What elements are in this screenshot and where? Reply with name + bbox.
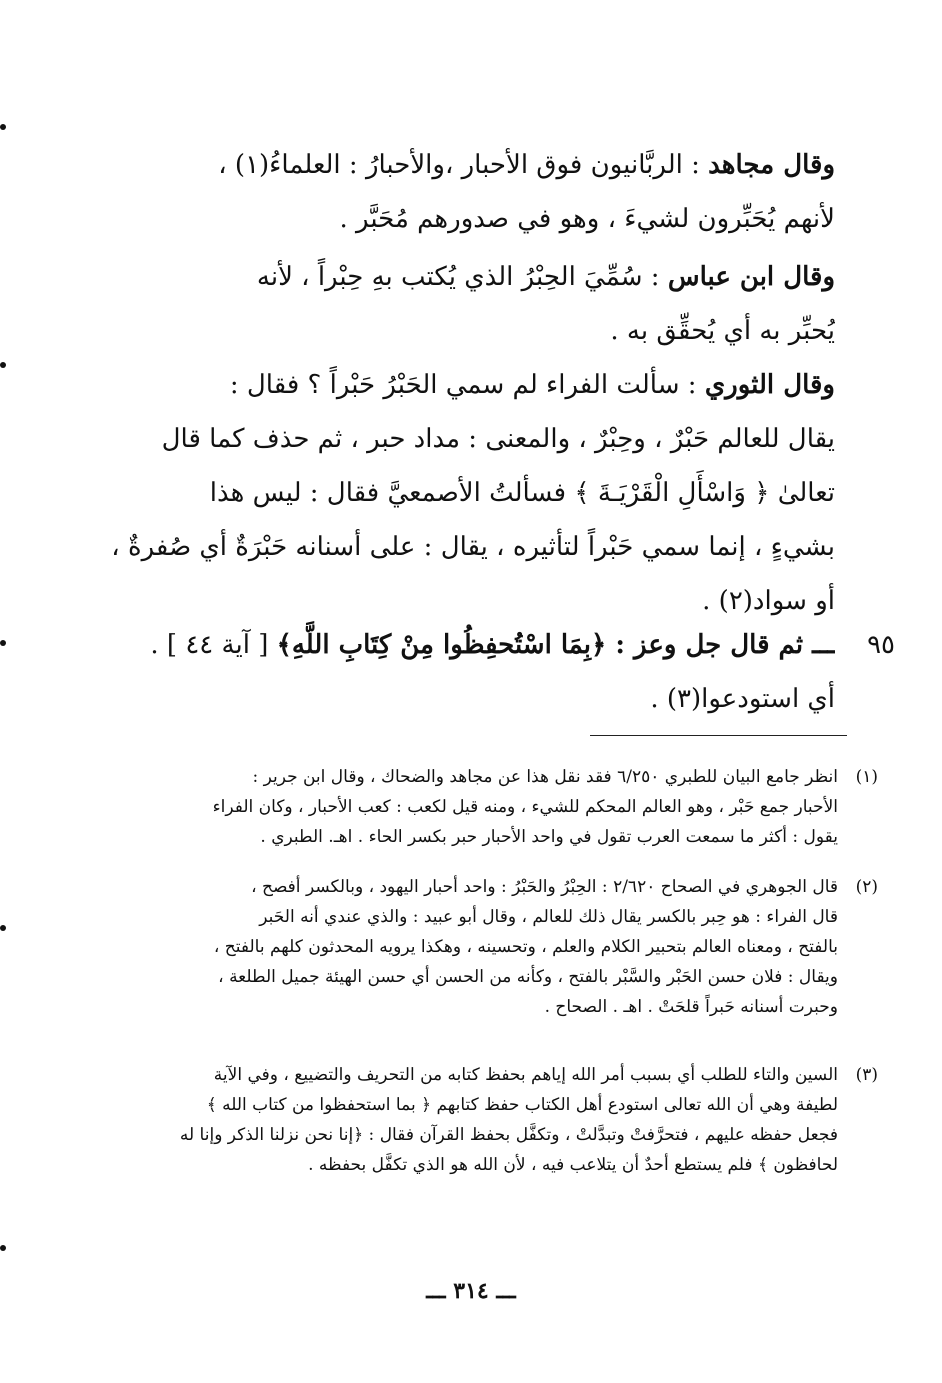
footnote-line: يقول : أكثر ما سمعت العرب تقول في واحد الأحبار حبر بكسر الحاء . اهـ. الطبري . bbox=[260, 827, 838, 847]
text-line: أو سواد(٢) . bbox=[702, 586, 835, 616]
footnote-line: ويقال : فلان حسن الحَبْر والسَّبْر بالفتح ، وكأنه من الحسن أي حسن الهيئة جميل الطلعة ، bbox=[218, 967, 838, 987]
footnote-2 bbox=[90, 872, 878, 1022]
text-line: أي استودعوا(٣) . bbox=[650, 684, 835, 714]
paragraph-mujahid bbox=[100, 138, 835, 246]
text-line: بشيءٍ ، إنما سمي حَبْراً لتأثيره ، يقال : على أسنانه حَبْرَةٌ أي صُفرةٌ ، bbox=[111, 532, 835, 562]
text-line: لأنهم يُحَبِّرون لشيءَ ، وهو في صدورهم مُحَبَّر . bbox=[339, 204, 835, 234]
footnote-1 bbox=[90, 762, 878, 852]
margin-mark bbox=[0, 124, 6, 130]
line-text: : سألت الفراء لم سمي الحَبْرُ حَبْراً ؟ فقال : bbox=[229, 370, 705, 400]
speaker-name: وقال مجاهد bbox=[708, 150, 835, 180]
speaker-name: وقال الثوري bbox=[704, 370, 835, 400]
paragraph-thawri bbox=[100, 358, 835, 628]
paragraph-ibn-abbas bbox=[100, 250, 835, 358]
footnote-line: قال الجوهري في الصحاح ٢/٦٢٠ : الحِبْرُ والحَبْرُ : واحد أحبار اليهود ، وبالكسر أفصح ، bbox=[251, 877, 838, 897]
text-line bbox=[100, 618, 835, 672]
footnote-line: لطيفة وهي أن الله تعالى استودع أهل الكتاب حفظ كتابهم ﴿ بما استحفظوا من كتاب الله ﴾ bbox=[206, 1095, 838, 1115]
text-line bbox=[100, 138, 835, 192]
footnote-number: (٢) bbox=[855, 877, 878, 897]
page-number: ـــ ٣١٤ ـــ bbox=[426, 1278, 516, 1304]
footnote-line: انظر جامع البيان للطبري ٦/٢٥٠ فقد نقل هذا عن مجاهد والضحاك ، وقال ابن جرير : bbox=[252, 767, 838, 787]
verse-heading: ـــ ثم قال جل وعز : ﴿بِمَا اسْتُحفِظُوا مِنْ كِتَابِ اللَّهِ﴾ bbox=[276, 630, 835, 660]
line-text: : الربَّانيون فوق الأحبار ،والأحبارُ : العلماءُ(١) ، bbox=[218, 150, 709, 180]
paragraph-verse-95 bbox=[100, 618, 895, 726]
footnote-separator bbox=[590, 735, 847, 736]
footnote-number: (٣) bbox=[855, 1065, 878, 1085]
footnote-line: بالفتح ، ومعناه العالم بتحبير الكلام والعلم ، وتحسينه ، وهكذا يرويه المحدثون كلهم بالفتح ، bbox=[213, 937, 838, 957]
footnote-line: السين والتاء للطلب أي بسبب أمر الله إياهم بحفظ كتابه من التحريف والتضييع ، وفي الآية bbox=[213, 1065, 838, 1085]
line-text: : سُمِّيَ الحِبْرُ الذي يُكتب بهِ حِبْراً ، لأنه bbox=[256, 262, 668, 292]
footnote-line: قال الفراء : هو حِبر بالكسر يقال ذلك للعالم ، وقال أبو عبيد : والذي عندي أنه الحَبر bbox=[259, 907, 838, 927]
text-line bbox=[100, 250, 835, 304]
footnote-line: لحافظون ﴾ فلم يستطع أحدٌ أن يتلاعب فيه ، لأن الله هو الذي تكفَّل بحفظه . bbox=[308, 1155, 838, 1175]
text-line: يُحبِّر به أي يُحقِّق به . bbox=[610, 316, 835, 346]
footnote-3 bbox=[90, 1060, 878, 1180]
entry-number: ٩٥ bbox=[867, 630, 895, 660]
footnote-line: وحبرت أسنانه حَبراً قلحَتْ . اهـ . الصحاح . bbox=[544, 997, 838, 1017]
footnote-line: فجعل حفظه عليهم ، فتحرَّفتْ وتبدَّلتْ ، وتكفَّل بحفظ القرآن فقال : ﴿إنا نحن نزلنا الذكر وإنا له bbox=[179, 1125, 838, 1145]
text-line bbox=[100, 358, 835, 412]
footnote-line: الأحبار جمع حَبْر ، وهو العالم المحكم للشيء ، ومنه قيل لكعب : كعب الأحبار ، وكان الفراء bbox=[212, 797, 838, 817]
speaker-name: وقال ابن عباس bbox=[667, 262, 835, 292]
text-line: يقال للعالم حَبْرٌ ، وحِبْرٌ ، والمعنى : مداد حبر ، ثم حذف كما قال bbox=[161, 424, 835, 454]
verse-reference: [ آية ٤٤ ] . bbox=[150, 630, 277, 660]
footnote-number: (١) bbox=[855, 767, 878, 787]
margin-mark bbox=[0, 1245, 6, 1251]
margin-mark bbox=[0, 640, 6, 646]
text-line: تعالىٰ ﴿ وَاسْأَلِ الْقَرْيَـةَ ﴾ فسألتُ الأصمعيَّ فقال : ليس هذا bbox=[209, 478, 835, 508]
margin-mark bbox=[0, 362, 6, 368]
margin-mark bbox=[0, 925, 6, 931]
